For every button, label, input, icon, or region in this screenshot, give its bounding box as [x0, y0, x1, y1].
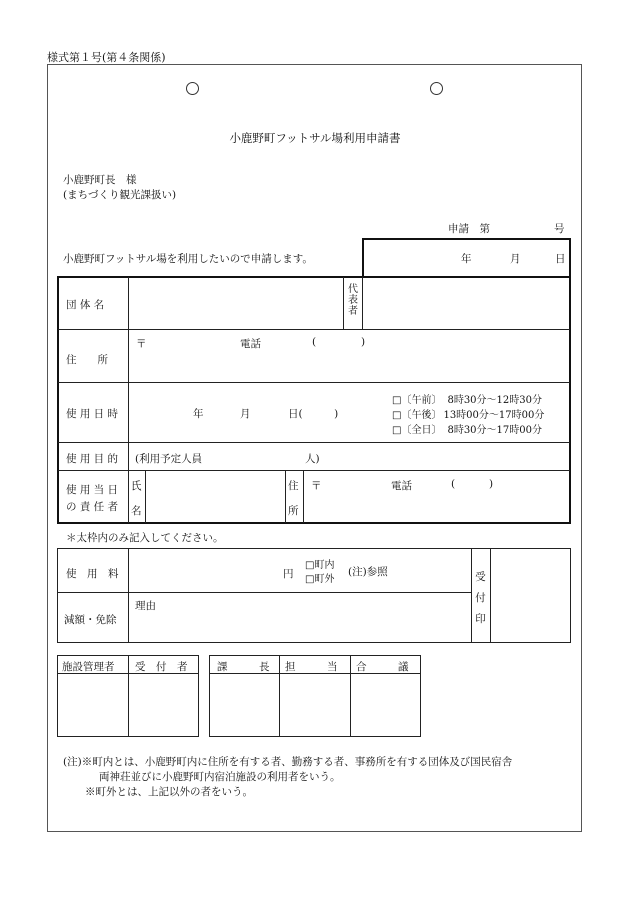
postal-mark: 〒 [136, 338, 147, 350]
form-title: 小鹿野町フットサル場利用申請書 [229, 131, 401, 145]
usage-day: 日( ) [288, 408, 339, 420]
binding-hole-right-icon [430, 82, 443, 95]
date-day: 日 [555, 253, 566, 265]
bold-area-note: ＊太枠内のみ記入してください。 [66, 532, 224, 544]
facility-manager-label: 施設管理者 [62, 661, 115, 673]
responsible-name-field[interactable] [147, 472, 283, 522]
responsible-postal-mark: 〒 [311, 480, 322, 492]
note-line-3: ※町外とは、上記以外の者をいう。 [85, 786, 253, 798]
fee-label: 使 用 料 [66, 568, 119, 580]
group-name-field[interactable] [129, 278, 342, 328]
application-number-label: 申請 第 [448, 223, 490, 235]
time-slot-morning[interactable]: □〔午前〕 8時30分～12時30分 [392, 395, 542, 406]
in-town-checkbox[interactable]: □町内 [305, 560, 335, 571]
group-name-label: 団 体 名 [66, 299, 105, 311]
addr-char-2: 所 [288, 505, 299, 517]
addressee-dept: (まちづくり観光課扱い) [63, 189, 177, 201]
addr-char-1: 住 [288, 480, 299, 492]
intro-text: 小鹿野町フットサル場を利用したいので申請します。 [63, 253, 313, 265]
responsible-label-2: の 責 任 者 [66, 501, 119, 513]
name-char-1: 氏 [131, 480, 142, 492]
fee-yen: 円 [283, 568, 294, 580]
address-label: 住 所 [66, 354, 108, 366]
note-line-2: 両神荘並びに小鹿野町内宿泊施設の利用者をいう。 [99, 771, 341, 783]
responsible-phone-label: 電話 [391, 480, 412, 492]
reception-stamp-label: 受付印 [475, 571, 486, 625]
receiver-label: 受 付 者 [135, 661, 188, 673]
form-number: 様式第１号(第４条関係) [47, 51, 166, 64]
time-slot-fullday[interactable]: □〔全日〕 8時30分～17時00分 [392, 425, 542, 436]
reason-label: 理由 [135, 600, 156, 612]
representative-field[interactable] [364, 278, 569, 328]
application-number-suffix: 号 [554, 223, 565, 235]
date-year: 年 [461, 253, 472, 265]
responsible-label-1: 使 用 当 日 [66, 484, 119, 496]
checkbox-icon: □ [392, 395, 402, 406]
checkbox-icon: □ [392, 425, 402, 436]
addressee: 小鹿野町長 様 [63, 174, 137, 186]
address-phone-paren-open: ( [312, 336, 317, 348]
planned-people-label: (利用予定人員 [135, 453, 203, 465]
checkbox-icon: □ [392, 410, 402, 421]
binding-hole-left-icon [186, 82, 199, 95]
note-line-1: (注)※町内とは、小鹿野町内に住所を有する者、勤務する者、事務所を有する団体及び国民宿舎 [63, 756, 513, 768]
purpose-label: 使 用 目 的 [66, 453, 119, 465]
usage-month: 月 [240, 408, 251, 420]
consultation-label: 合 議 [356, 661, 409, 673]
name-char-2: 名 [131, 505, 142, 517]
responsible-phone-paren-close: ) [489, 478, 494, 490]
address-phone-label: 電話 [240, 338, 261, 350]
section-chief-label: 課 長 [217, 661, 270, 673]
reduction-label: 減額・免除 [64, 614, 117, 626]
address-phone-paren-close: ) [361, 336, 366, 348]
representative-label: 代表者 [348, 284, 358, 317]
usage-datetime-label: 使 用 日 時 [66, 408, 119, 420]
usage-year: 年 [193, 408, 204, 420]
planned-people-suffix: 人) [305, 453, 320, 465]
fee-note-ref: (注)参照 [348, 566, 388, 578]
responsible-phone-paren-open: ( [451, 478, 456, 490]
person-in-charge-label: 担 当 [285, 661, 338, 673]
out-town-checkbox[interactable]: □町外 [305, 574, 335, 585]
date-month: 月 [510, 253, 521, 265]
time-slot-afternoon[interactable]: □〔午後〕 13時00分～17時00分 [392, 410, 545, 421]
